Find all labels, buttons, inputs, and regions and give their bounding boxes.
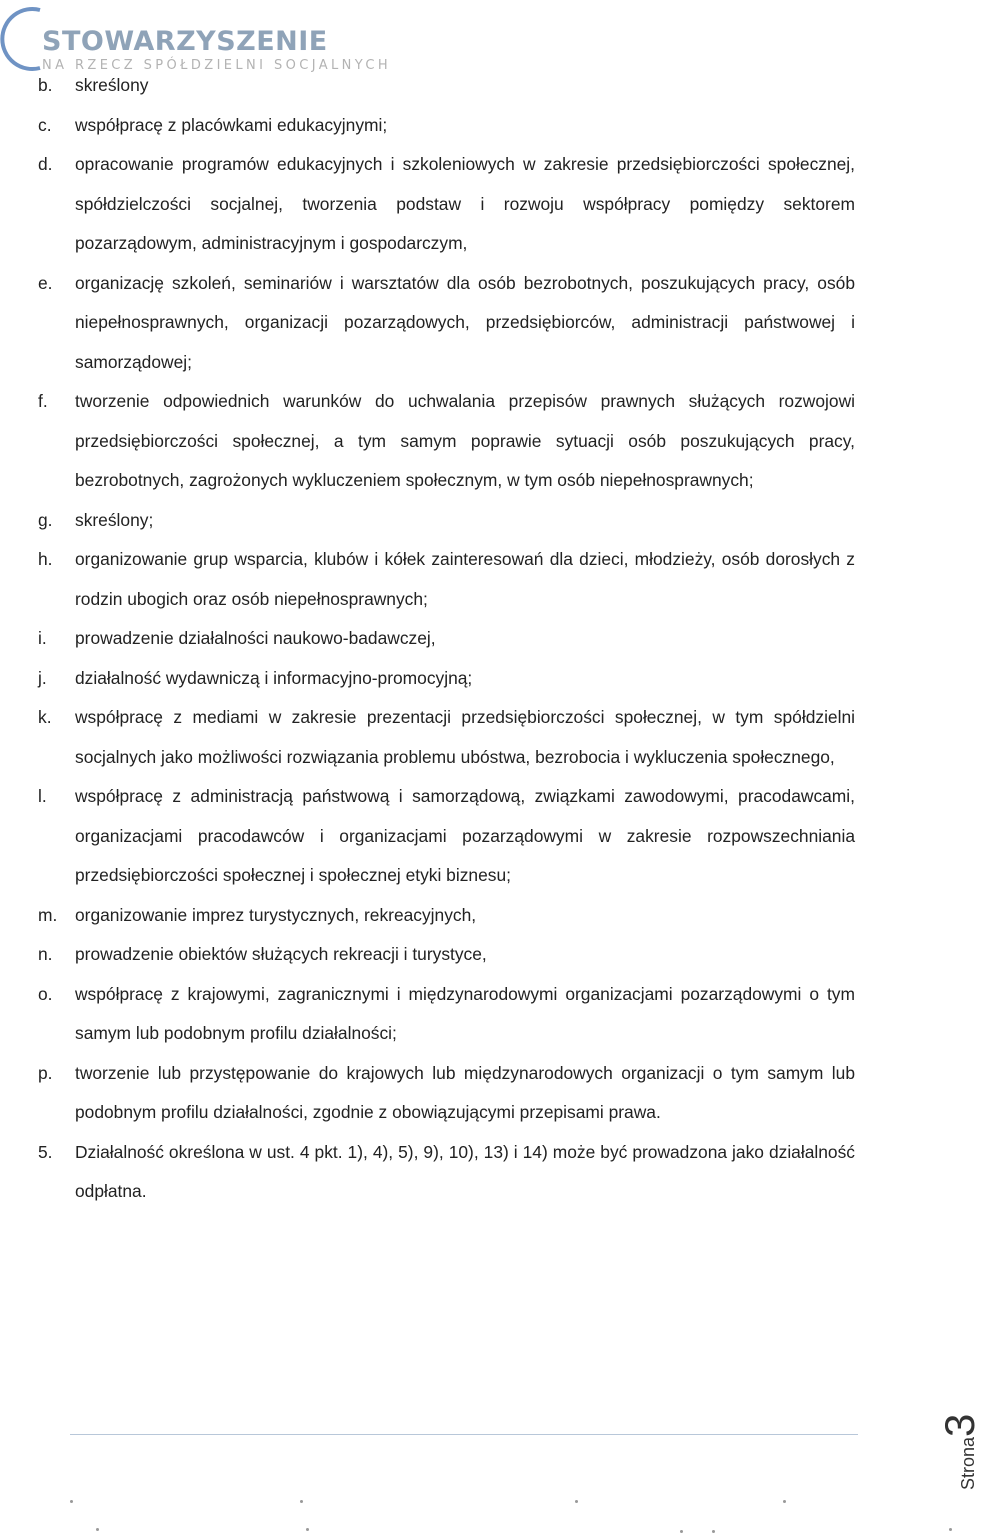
list-item: [0, 619, 855, 659]
item-marker: l.: [38, 786, 47, 806]
logo-subtitle: NA RZECZ SPÓŁDZIELNI SOCJALNYCH: [42, 58, 392, 73]
item-text: prowadzenie działalności naukowo-badawczej,: [75, 628, 436, 648]
page-word: Strona: [958, 1436, 978, 1490]
footer-divider: [70, 1434, 858, 1435]
list-item: [0, 659, 855, 699]
list-item: [0, 145, 855, 264]
logo-title: STOWARZYSZENIE: [42, 26, 328, 57]
list-item: [0, 1133, 855, 1212]
item-marker: d.: [38, 154, 53, 174]
list-item: [0, 106, 855, 146]
item-text: współpracę z mediami w zakresie prezentacji przedsiębiorczości społecznej, w tym spółdzielni socjalnych jako możliwości rozwiązania problemu ubóstwa, bezrobocia i wykluczenia społecznego,: [75, 707, 855, 767]
item-marker: k.: [38, 707, 52, 727]
item-marker: c.: [38, 114, 52, 135]
item-marker: g.: [38, 509, 53, 530]
item-marker: f.: [38, 391, 48, 411]
item-text: opracowanie programów edukacyjnych i szkoleniowych w zakresie przedsiębiorczości społecznej, spółdzielczości socjalnej, tworzenia podstaw i rozwoju współpracy pomiędzy sektorem pozarządowym, administracyjnym i gospodarczym,: [75, 154, 855, 253]
item-marker: o.: [38, 983, 53, 1004]
list-item: [0, 66, 855, 106]
item-marker: i.: [38, 628, 47, 648]
item-text: współpracę z krajowymi, zagranicznymi i międzynarodowymi organizacjami pozarządowymi o tym samym lub podobnym profilu działalności;: [75, 983, 855, 1043]
item-marker: m.: [38, 904, 58, 925]
list-item: [0, 1054, 855, 1133]
item-text: współpracę z placówkami edukacyjnymi;: [75, 114, 388, 135]
item-marker: b.: [38, 75, 53, 95]
item-text: współpracę z administracją państwową i samorządową, związkami zawodowymi, pracodawcami, organizacjami pracodawców i organizacjami pozarządowymi w zakresie rozpowszechniania przedsiębiorczości społecznej i społecznej etyki biznesu;: [75, 786, 855, 885]
item-marker: e.: [38, 272, 53, 293]
item-text: Działalność określona w ust. 4 pkt. 1), 4), 5), 9), 10), 13) i 14) może być prowadzona jako działalność odpłatna.: [75, 1141, 855, 1201]
item-text: tworzenie lub przystępowanie do krajowych lub międzynarodowych organizacji o tym samym lub podobnym profilu działalności, zgodnie z obowiązującymi przepisami prawa.: [75, 1062, 855, 1122]
footer-dot: [300, 1500, 303, 1503]
item-text: skreślony: [75, 75, 149, 95]
list-item: [0, 975, 855, 1054]
footer-dot: [949, 1528, 952, 1531]
item-text: skreślony;: [75, 509, 154, 530]
item-marker: j.: [38, 667, 47, 688]
footer-dot: [70, 1500, 73, 1503]
item-marker: 5.: [38, 1141, 53, 1162]
footer-dot: [712, 1530, 715, 1533]
footer-dot: [680, 1530, 683, 1533]
page-number-label: [936, 1414, 984, 1490]
item-marker: p.: [38, 1062, 53, 1083]
footer-dot: [306, 1528, 309, 1531]
footer-dot: [575, 1500, 578, 1503]
document-list: [0, 66, 960, 1212]
list-item: [0, 540, 855, 619]
list-item: [0, 264, 855, 383]
footer-dot: [783, 1500, 786, 1503]
item-text: prowadzenie obiektów służących rekreacji i turystyce,: [75, 944, 487, 964]
list-item: [0, 935, 855, 975]
item-text: organizowanie grup wsparcia, klubów i kółek zainteresowań dla dzieci, młodzieży, osób dorosłych z rodzin ubogich oraz osób niepełnosprawnych;: [75, 549, 855, 609]
item-text: działalność wydawniczą i informacyjno-promocyjną;: [75, 667, 473, 688]
item-text: tworzenie odpowiednich warunków do uchwalania przepisów prawnych służących rozwojowi przedsiębiorczości społecznej, a tym samym poprawie sytuacji osób poszukujących pracy, bezrobotnych, zagrożonych wykluczeniem społecznym, w tym osób niepełnosprawnych;: [75, 391, 855, 490]
item-text: organizację szkoleń, seminariów i warsztatów dla osób bezrobotnych, poszukujących pracy, osób niepełnosprawnych, organizacji pozarządowych, przedsiębiorców, administracji państwowej i samorządowej;: [75, 272, 855, 372]
list-item: [0, 501, 855, 541]
page-number: 3: [936, 1413, 983, 1437]
item-marker: h.: [38, 549, 53, 569]
item-marker: n.: [38, 944, 53, 964]
list-item: [0, 777, 855, 896]
footer-dot: [96, 1528, 99, 1531]
list-item: [0, 698, 855, 777]
item-text: organizowanie imprez turystycznych, rekreacyjnych,: [75, 904, 477, 925]
list-item: [0, 382, 855, 501]
list-item: [0, 896, 855, 936]
